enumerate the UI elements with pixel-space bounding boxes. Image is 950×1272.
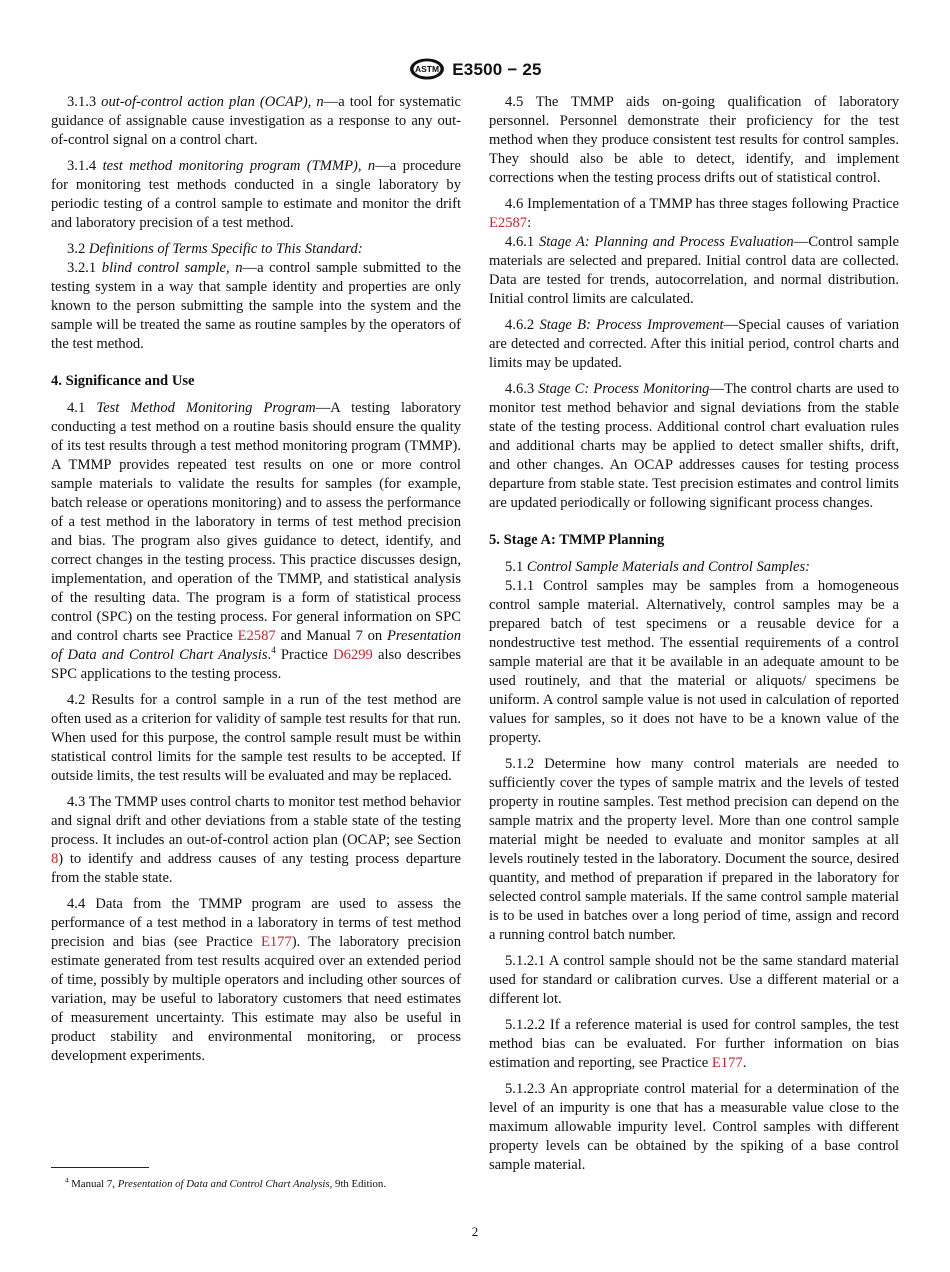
- heading-stage-a-planning: 5. Stage A: TMMP Planning: [489, 532, 665, 548]
- section-4-4: 4.4 Data from the TMMP program are used to assess the performance of a test method in a laboratory in terms of test method precision and bias (see Practice E177). The laboratory precision estimate generated from test results acquired over an extended period of time, possibly by multiple operators and including other sources of variation, may be useful to laboratory customers that need estimates of measurement uncertainty. This estimate may also be useful in product stability and environmental monitoring, or process development experiments.: [51, 896, 461, 1064]
- section-5-1-2: 5.1.2 Determine how many control materials are needed to sufficiently cover the types of sample matrix and the levels of tested property in routine samples. Test method precision can depend on the sample matrix and the property level. More than one control sample material might be needed to evaluate and monitor samples at all levels routinely tested in the laboratory. Document the source, desired quantity, and method of preparation if prepared in the laboratory for selected control sample materials. If the same control sample material is to be used in batches over a long period of time, assign and record a running control batch number.: [489, 756, 899, 943]
- footnote-divider: [51, 1167, 149, 1168]
- section-4-6-1: 4.6.1 Stage A: Planning and Process Evaluation—Control sample materials are selected and prepared. Initial control data are collected. Data are tested for trends, autocorrelation, and normal distribution. Initial control limits are calculated.: [489, 234, 899, 307]
- right-column: [489, 93, 899, 1182]
- page-number: 2: [471, 1224, 479, 1239]
- section-5-1-2-2: 5.1.2.2 If a reference material is used for control samples, the test method bias can be evaluated. For further information on bias estimation and reporting, see Practice E177.: [489, 1017, 899, 1071]
- section-5-1-2-3: 5.1.2.3 An appropriate control material for a determination of the level of an impurity is one that has a measurable value close to the maximum allowable impurity level. Control samples with different property levels can be obtained by the spiking of a base control sample material.: [489, 1081, 899, 1173]
- footnote-marker: 4: [271, 645, 276, 656]
- section-5-1-2-1: 5.1.2.1 A control sample should not be the same standard material used for standard or calibration curves. Use a different material or a different lot.: [489, 953, 899, 1007]
- section-3-2-1: 3.2.1 blind control sample, n—a control sample submitted to the testing system in a way that sample identity and properties are only known to the person submitting the sample into the system and the sample will be treated the same as routine samples by the operators of the test method.: [51, 260, 462, 352]
- document-id: E3500 − 25: [452, 59, 542, 79]
- left-column: [51, 93, 461, 1073]
- link-e2587[interactable]: E2587: [237, 628, 276, 644]
- link-e2587-2[interactable]: E2587: [489, 215, 528, 231]
- section-4-3: 4.3 The TMMP uses control charts to monitor test method behavior and signal drift and other deviations from a stable state of the testing process. It includes an out-of-control action plan (OCAP; see Section 8) to identify and address causes of any testing process departure from the stable state.: [51, 794, 461, 886]
- link-e177[interactable]: E177: [260, 934, 292, 950]
- footnote-4: $^4$ Manual 7, Presentation of Data and Control Chart Analysis, 9th Edition.: [65, 1176, 387, 1190]
- section-3-2: 3.2 Definitions of Terms Specific to This Standard:: [67, 241, 363, 257]
- page-header: [0, 56, 950, 82]
- section-4-6-2: 4.6.2 Stage B: Process Improvement—Special causes of variation are detected and corrected. After this initial period, control charts and limits may be updated.: [489, 317, 899, 371]
- section-5-1: 5.1 Control Sample Materials and Control Samples:: [505, 559, 810, 575]
- section-4-6-3: 4.6.3 Stage C: Process Monitoring—The control charts are used to monitor test method behavior and signal deviations from the stable state of the testing process. Additional control chart evaluation rules and additional charts may be applied to detect smaller shifts, drift, and other changes. An OCAP addresses causes for testing process departure from stable state. Test precision estimates and control limits are updated periodically or following significant process changes.: [489, 381, 899, 511]
- svg-text:ASTM: ASTM: [415, 64, 440, 75]
- section-4-2: 4.2 Results for a control sample in a run of the test method are often used as a criterion for validity of sample test results for that run. When used for this purpose, the control sample result must be within statistical control limits for the sample test results to be accepted. If outside limits, the test results will be evaluated and may be replaced.: [51, 692, 461, 784]
- astm-logo-icon: [408, 57, 446, 81]
- link-d6299[interactable]: D6299: [333, 647, 373, 663]
- section-3-1-4: 3.1.4 test method monitoring program (TMMP), n—a procedure for monitoring test methods conducted in a single laboratory by periodic testing of a control sample to estimate and monitor the drift and laboratory precision of a test method.: [51, 158, 462, 231]
- section-3-1-3: 3.1.3 out-of-control action plan (OCAP), n—a tool for systematic guidance of assignable cause investigation as a response to any out-of-control signal on a control chart.: [51, 94, 461, 148]
- section-4-5: 4.5 The TMMP aids on-going qualification of laboratory personnel. Personnel demonstrate their proficiency for the test method when they produce consistent test results for control samples. They should also be able to detect, identify, and implement corrections when the testing process drifts out of statistical control.: [489, 94, 900, 186]
- section-4-6: 4.6 Implementation of a TMMP has three stages following Practice E2587:: [489, 196, 899, 231]
- heading-significance-and-use: 4. Significance and Use: [51, 373, 195, 389]
- link-section-8[interactable]: 8: [51, 851, 59, 867]
- link-e177-2[interactable]: E177: [711, 1055, 743, 1071]
- section-4-1: 4.1 Test Method Monitoring Program—A testing laboratory conducting a test method on a routine basis should ensure the quality of its test results through a test method monitoring program (TMMP). A TMMP provides repeated test results on one or more control sample materials to validate the results for samples (for example, batch release or operations monitoring) and to assess the performance of a test method in the laboratory in terms of test method precision and bias. The program also gives guidance to detect, identify, and correct changes in the testing process. This practice discusses design, implementation, and operation of the TMMP, and statistical analysis of the resulting data. The program is a form of statistical process control (SPC) on the testing process. For general information on SPC and control charts see Practice E2587 and Manual 7 on Presentation of Data and Control Chart Analysis.$^4$ Practice D6299 also describes SPC applications to the testing process.: [51, 400, 462, 682]
- section-5-1-1: 5.1.1 Control samples may be samples from a homogeneous control sample material. Alternatively, control samples may be a prepared batch of test specimens or a reusable device for a nondestructive test method. The essential requirements of a control sample material are that it be available in an adequate amount to be used routinely, and that the material or aliquots/ specimens be uniform. A control sample value is not used in calculation of reported values for samples, so it does not have to be a known value of the property.: [489, 578, 899, 746]
